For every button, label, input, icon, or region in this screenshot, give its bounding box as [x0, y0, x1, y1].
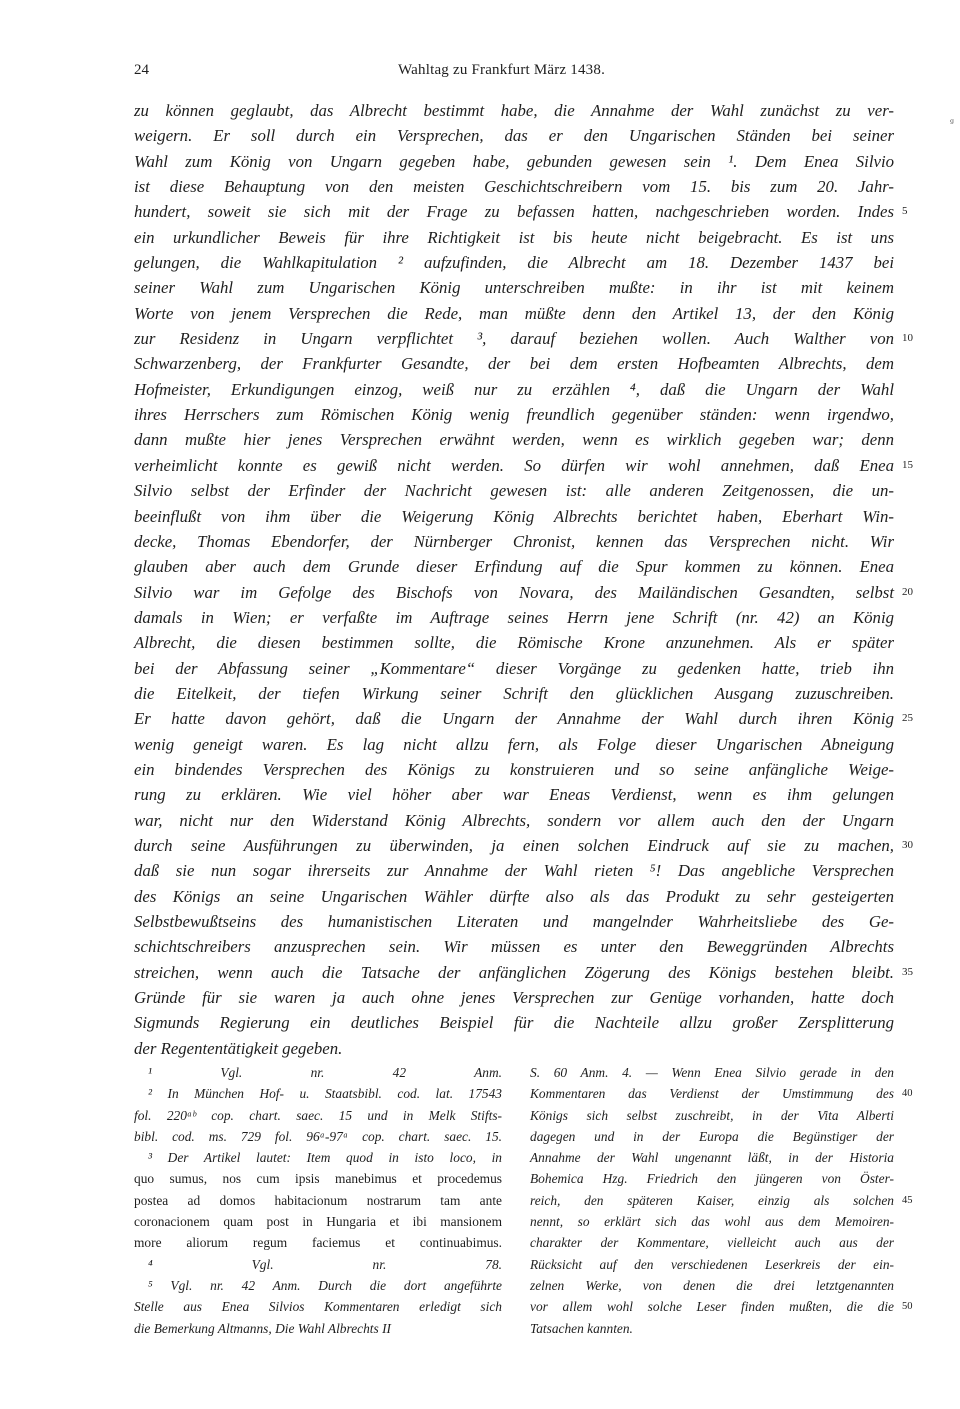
- text-line-content: Silvio war im Gefolge des Bischofs von Novara, des Mailändischen Gesandten, selbst: [134, 582, 894, 602]
- footnote-line-content: Rücksicht auf den verschiedenen Leserkreis der ein-: [530, 1256, 894, 1272]
- line-number: 5: [902, 205, 908, 218]
- footnote-line: [134, 1062, 502, 1083]
- text-line-content: des Königs an seine Ungarischen Wähler dürfte also als das Produkt zu sehr gesteigerten: [134, 886, 894, 906]
- text-line-content: glauben aber auch dem Grunde dieser Erfindung auf die Spur kommen zu können. Enea: [134, 557, 894, 577]
- footnote-line: [134, 1168, 502, 1189]
- line-number: 40: [902, 1088, 913, 1100]
- text-line-content: gelungen, die Wahlkapitulation ² aufzufinden, die Albrecht am 18. Dezember 1437 bei: [134, 253, 894, 273]
- footnote-line: [530, 1083, 913, 1104]
- text-line: [134, 1010, 894, 1035]
- text-line-content: seiner Wahl zum Ungarischen König unterschreiben mußte: in ihr ist mit keinem: [134, 278, 894, 298]
- footnote-line: [530, 1318, 894, 1339]
- text-line-content: weigern. Er soll durch ein Versprechen, das er den Ungarischen Ständen bei seiner: [134, 126, 894, 146]
- text-line: [134, 656, 894, 681]
- text-line: [134, 858, 894, 883]
- footnote-line-content: dagegen und in der Europa die Begünstiger der: [530, 1128, 894, 1144]
- footnote-line: [530, 1296, 913, 1317]
- footnote-line-content: more aliorum regum faciemus et continuabimus.: [134, 1235, 502, 1251]
- text-line-content: decke, Thomas Ebendorfer, der Nürnberger Chronist, kennen das Versprechen nicht. Wir: [134, 531, 894, 551]
- footnote-line-content: zelnen Werke, von denen die drei letztgenannten: [530, 1277, 894, 1293]
- text-line-content: Sigmunds Regierung ein deutliches Beispiel für die Nachteile allzu großer Zersplitterung: [134, 1013, 894, 1033]
- footnote-line: [134, 1275, 502, 1296]
- text-line: [134, 478, 894, 503]
- text-line-content: zu können geglaubt, das Albrecht bestimmt habe, die Annahme der Wahl zunächst zu ver-: [134, 101, 894, 120]
- line-number: 20: [902, 585, 913, 598]
- page-header: [134, 62, 894, 86]
- footnote-line-content: ³ Der Artikel lautet: Item quod in isto loco, in: [148, 1150, 502, 1166]
- line-number: 25: [902, 712, 913, 725]
- text-line-content: ein urkundlicher Beweis für ihre Richtigkeit ist bis heute nicht beigebracht. Es ist uns: [134, 227, 894, 247]
- line-number: 35: [902, 965, 913, 978]
- footnotes-left-column: [134, 1062, 502, 1339]
- text-line: [134, 427, 894, 452]
- footnote-line-content: die Bemerkung Altmanns, Die Wahl Albrechts II: [134, 1320, 391, 1336]
- footnote-line-content: Annahme der Wahl ungenannt läßt, in der Historia: [530, 1150, 894, 1166]
- footnote-line-content: ⁵ Vgl. nr. 42 Anm. Durch die dort angeführte: [148, 1277, 502, 1293]
- text-line-content: Silvio selbst der Erfinder der Nachricht gewesen ist: alle anderen Zeitgenossen, die un-: [134, 481, 894, 501]
- text-line: [134, 833, 913, 858]
- text-line-content: schichtschreibers anzusprechen sein. Wir müssen es unter den Beweggründen Albrechts: [134, 937, 894, 957]
- text-line-content: Schwarzenberg, der Frankfurter Gesandte, der bei dem ersten Hofbeamten Albrechts, dem: [134, 354, 894, 374]
- text-line-content: streichen, wenn auch die Tatsache der anfänglichen Zögerung des Königs bestehen bleibt.: [134, 962, 894, 982]
- footnote-line: [530, 1126, 894, 1147]
- text-line: [134, 985, 894, 1010]
- text-line: [134, 529, 894, 554]
- text-line-content: der Regententätigkeit gegeben.: [134, 1038, 343, 1058]
- footnote-line: [530, 1275, 894, 1296]
- text-line: [134, 225, 894, 250]
- text-line: [134, 504, 894, 529]
- footnote-line: [134, 1211, 502, 1232]
- text-line: [134, 706, 913, 731]
- running-title: Wahltag zu Frankfurt März 1438.: [398, 62, 606, 78]
- text-line: [134, 554, 894, 579]
- text-line-content: damals in Wien; er verfaßte im Auftrage seines Herrn jene Schrift (nr. 42) an König: [134, 607, 894, 627]
- footnote-line: [134, 1126, 502, 1147]
- footnote-line-content: S. 60 Anm. 4. — Wenn Enea Silvio gerade in den: [530, 1065, 894, 1080]
- footnote-line: [134, 1190, 502, 1211]
- footnote-line: [134, 1296, 502, 1317]
- footnote-line: [530, 1232, 894, 1253]
- footnote-line: [134, 1254, 502, 1275]
- text-line: [134, 630, 894, 655]
- text-line: [134, 377, 894, 402]
- text-line: [134, 402, 894, 427]
- footnote-line: [530, 1190, 913, 1211]
- text-line-content: die Eitelkeit, der tiefen Wirkung seiner Schrift den glücklichen Ausgang zuzuschreiben.: [134, 683, 894, 703]
- line-number: 30: [902, 838, 913, 851]
- footnote-line-content: reich, den späteren Kaiser, einzig als solchen: [530, 1192, 894, 1208]
- text-line-content: ihres Herrschers zum Römischen König wenig freundlich gegenüber ständen: wenn irgendwo,: [134, 405, 894, 425]
- text-line-content: Wahl zum König von Ungarn gegeben habe, gebunden gewesen sein ¹. Dem Enea Silvio: [134, 151, 894, 171]
- text-line-content: Worte von jenem Versprechen die Rede, man müßte denn den Artikel 13, der den König: [134, 303, 894, 323]
- footnote-line-content: Tatsachen kannten.: [530, 1320, 633, 1336]
- footnote-line: [530, 1254, 894, 1275]
- footnote-line: [134, 1147, 502, 1168]
- footnote-line-content: bibl. cod. ms. 729 fol. 96ᵃ-97ᵃ cop. chart. saec. 15.: [134, 1128, 502, 1144]
- text-line-content: bei der Abfassung seiner „Kommentare“ dieser Vorgänge zu gedenken hatte, trieb ihn: [134, 658, 894, 678]
- footnote-line-content: fol. 220ᵃᵇ cop. chart. saec. 15 und in Melk Stifts-: [134, 1107, 502, 1123]
- line-number: 45: [902, 1194, 913, 1206]
- text-line-content: verheimlicht konnte es gewiß nicht werden. So dürfen wir wohl annehmen, daß Enea: [134, 455, 894, 475]
- text-line-content: Gründe für sie waren ja auch ohne jenes Versprechen zur Genüge vorhanden, hatte doch: [134, 988, 894, 1008]
- text-line-content: Er hatte davon gehört, daß die Ungarn der Annahme der Wahl durch ihren König: [134, 709, 894, 729]
- text-line-content: wenig geneigt waren. Es lag nicht allzu fern, als Folge dieser Ungarischen Abneigung: [134, 734, 894, 754]
- text-line: [134, 580, 913, 605]
- footnote-line-content: Kommentaren das Verdienst der Umstimmung des: [530, 1086, 894, 1102]
- text-line-content: Albrecht, die diesen bestimmen sollte, die Römische Krone anzunehmen. Als er später: [134, 633, 894, 653]
- text-line: [134, 884, 894, 909]
- text-line-content: hundert, soweit sie sich mit der Frage zu befassen hatten, nachgeschrieben worden. Indes: [134, 202, 894, 222]
- text-line: [134, 326, 913, 351]
- footnote-line-content: ¹ Vgl. nr. 42 Anm.: [148, 1065, 502, 1080]
- text-line: [134, 250, 894, 275]
- text-line: [134, 199, 908, 224]
- line-number: 15: [902, 458, 913, 471]
- footnote-line-content: Bohemica Hzg. Friedrich den jüngeren von Öster-: [530, 1171, 894, 1187]
- footnotes-right-column: [530, 1062, 913, 1339]
- text-line-content: ein bindendes Versprechen des Königs zu konstruieren und so seine anfängliche Weige-: [134, 759, 894, 779]
- text-line: [134, 98, 894, 123]
- footnote-line-content: coronacionem quam post in Hungaria et ibi mansionem: [134, 1214, 502, 1230]
- page-number: 24: [134, 62, 149, 78]
- footnote-line: [530, 1168, 894, 1189]
- text-line: [134, 301, 894, 326]
- text-line-content: rung zu erklären. Wie viel höher aber war Eneas Verdienst, wenn es ihm gelungen: [134, 785, 894, 805]
- text-line: [134, 174, 894, 199]
- footnote-line-content: Königs sich selbst zuschreibt, in der Vita Alberti: [530, 1107, 894, 1123]
- text-line-content: Selbstbewußtseins des humanistischen Literaten und mangelnder Wahrheitsliebe des Ge-: [134, 912, 894, 931]
- line-number: 50: [902, 1301, 913, 1313]
- text-line-content: daß sie nun sogar ihrerseits zur Annahme der Wahl rieten ⁵! Das angebliche Versprechen: [134, 861, 894, 881]
- footnote-line-content: ² In München Hof- u. Staatsbibl. cod. lat. 17543: [148, 1086, 502, 1102]
- text-line: [134, 934, 894, 959]
- footnote-line: [530, 1211, 894, 1232]
- text-line: [134, 1036, 894, 1061]
- text-line-content: Hofmeister, Erkundigungen einzog, weiß nur zu erzählen ⁴, daß die Ungarn der Wahl: [134, 379, 894, 399]
- text-line: [134, 453, 913, 478]
- main-text-body: [134, 98, 913, 1061]
- footnote-line-content: Stelle aus Enea Silvios Kommentaren erledigt sich: [134, 1299, 502, 1315]
- text-line-content: dann mußte hier jenes Versprechen erwähnt werden, wenn es wirklich gegeben war; denn: [134, 430, 894, 450]
- footnote-line: [530, 1147, 894, 1168]
- text-line: [134, 123, 894, 148]
- footnote-line-content: ⁴ Vgl. nr. 78.: [148, 1256, 502, 1272]
- text-line: [134, 732, 894, 757]
- text-line-content: zur Residenz in Ungarn verpflichtet ³, darauf beziehen wollen. Auch Walther von: [134, 329, 894, 349]
- footnote-line: [530, 1062, 894, 1083]
- footnote-line-content: vor allem wohl solche Leser finden mußten, die die: [530, 1299, 894, 1315]
- text-line: [134, 351, 894, 376]
- text-line: [134, 909, 894, 934]
- text-line: [134, 782, 894, 807]
- footnote-line: [134, 1318, 502, 1339]
- footnote-line-content: charakter der Kommentare, vielleicht auch aus der: [530, 1235, 894, 1251]
- footnote-line: [134, 1232, 502, 1253]
- footnote-line: [530, 1105, 894, 1126]
- text-line: [134, 808, 894, 833]
- text-line: [134, 275, 894, 300]
- text-line-content: ist diese Behauptung von den meisten Geschichtschreibern vom 15. bis zum 20. Jahr-: [134, 177, 894, 197]
- footnote-line: [134, 1105, 502, 1126]
- footnote-line-content: quo sumus, nos cum ipsis manebimus et procedemus: [134, 1171, 502, 1187]
- margin-speck: ᵍ: [950, 118, 954, 129]
- line-number: 10: [902, 332, 913, 345]
- footnote-line-content: nennt, so erklärt sich das wohl aus dem Memoiren-: [530, 1214, 894, 1230]
- text-line: [134, 757, 894, 782]
- footnote-line: [134, 1083, 502, 1104]
- text-line: [134, 681, 894, 706]
- text-line: [134, 960, 913, 985]
- text-line-content: beeinflußt von ihm über die Weigerung König Albrechts berichtet haben, Eberhart Win-: [134, 506, 894, 526]
- text-line: [134, 605, 894, 630]
- text-line-content: war, nicht nur den Widerstand König Albrechts, sondern vor allem auch den der Ungarn: [134, 810, 894, 830]
- text-line: [134, 149, 894, 174]
- footnote-line-content: postea ad domos habitacionum nostrarum tam ante: [134, 1192, 502, 1208]
- text-line-content: durch seine Ausführungen zu überwinden, ja einen solchen Eindruck auf sie zu machen,: [134, 835, 894, 855]
